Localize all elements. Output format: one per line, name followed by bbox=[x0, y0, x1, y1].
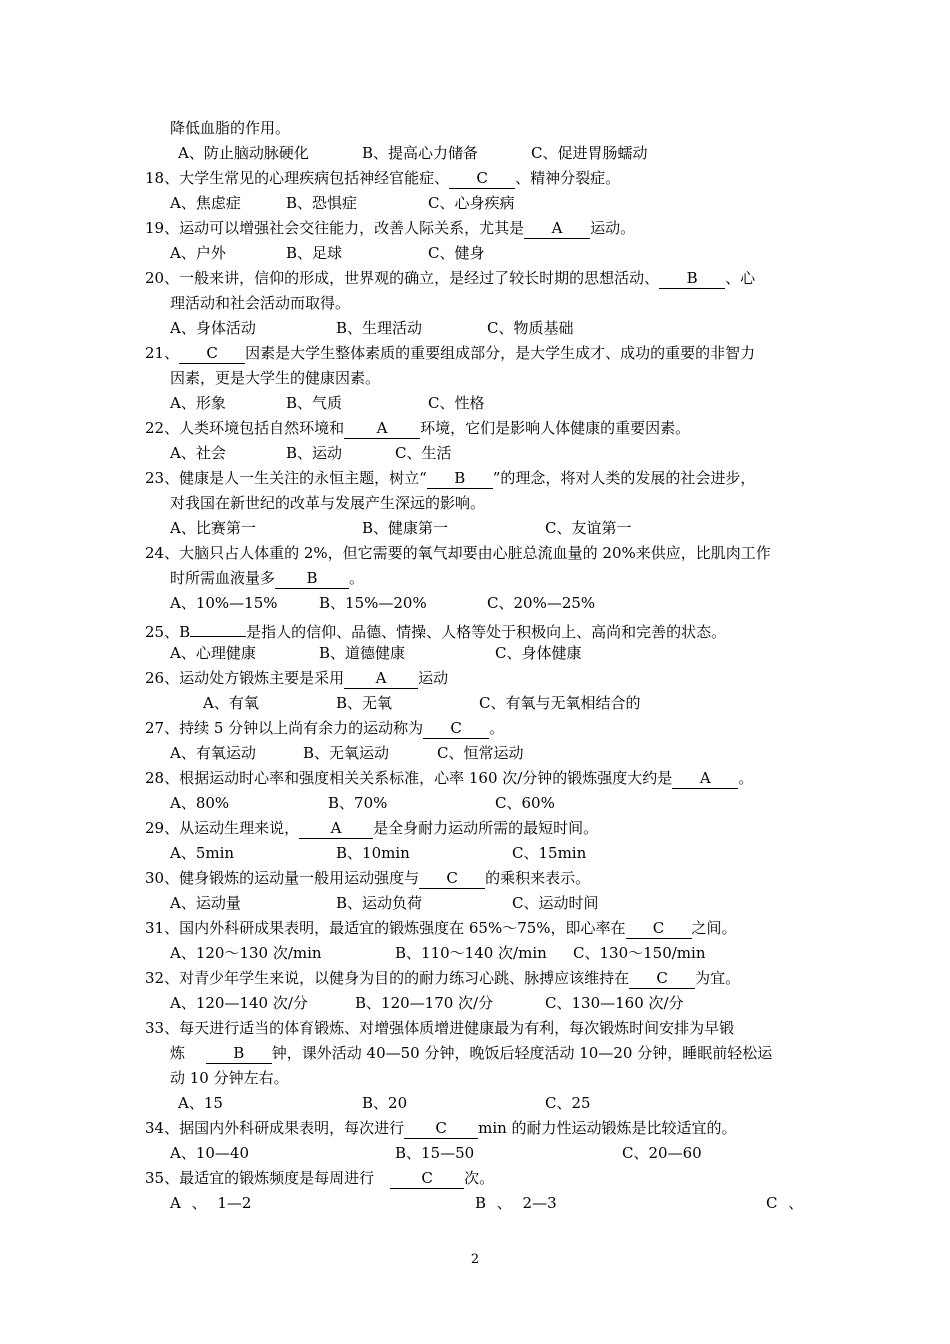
option-a: A、运动量 bbox=[170, 894, 241, 912]
question-text: 19、运动可以增强社会交往能力，改善人际关系，尤其是 bbox=[145, 219, 525, 237]
page-number: 2 bbox=[470, 1252, 480, 1267]
option-b: B、运动负荷 bbox=[336, 894, 423, 912]
question-text: 31、国内外科研成果表明，最适宜的锻炼强度在 65%～75%，即心率在 bbox=[145, 919, 626, 937]
text-line bbox=[170, 368, 380, 388]
option-c: C、15min bbox=[512, 844, 587, 862]
option-b: B、15%—20% bbox=[319, 594, 427, 612]
answer-blank: C bbox=[423, 720, 489, 739]
option-b: B、110～140 次/min bbox=[395, 944, 547, 962]
question-21 bbox=[145, 343, 755, 363]
answer-blank: C bbox=[629, 970, 695, 989]
question-text: 的乘积来表示。 bbox=[485, 869, 591, 887]
option-a: A、120—140 次/分 bbox=[170, 994, 308, 1012]
line-text: 降低血脂的作用。 bbox=[170, 119, 291, 137]
question-text: 运动 bbox=[418, 669, 449, 687]
question-text: 33、每天进行适当的体育锻炼、对增强体质增进健康最为有利，每次锻炼时间安排为早锻 bbox=[145, 1019, 735, 1037]
answer-blank bbox=[190, 618, 246, 637]
option-c: C、25 bbox=[545, 1094, 591, 1112]
question-text: 18、大学生常见的心理疾病包括神经官能症、 bbox=[145, 169, 450, 187]
question-32 bbox=[145, 968, 740, 988]
option-b: B、运动 bbox=[286, 444, 343, 462]
answer-blank: C bbox=[419, 870, 485, 889]
question-text: 炼 bbox=[170, 1044, 190, 1062]
option-c: C、20—60 bbox=[622, 1144, 702, 1162]
question-text: 20、一般来讲，信仰的形成，世界观的确立，是经过了较长时期的思想活动、 bbox=[145, 269, 660, 287]
option-a: A、比赛第一 bbox=[170, 519, 256, 537]
option-c: C、性格 bbox=[428, 394, 485, 412]
question-text: 22、人类环境包括自然环境和 bbox=[145, 419, 345, 437]
answer-blank: C bbox=[390, 1170, 464, 1189]
question-26 bbox=[145, 668, 448, 688]
question-text: min 的耐力性运动锻炼是比较适宜的。 bbox=[478, 1119, 737, 1137]
text-line bbox=[170, 118, 290, 138]
option-a: A、心理健康 bbox=[170, 644, 256, 662]
option-b: B、足球 bbox=[286, 244, 343, 262]
option-a: A、户外 bbox=[170, 244, 226, 262]
question-text: 是全身耐力运动所需的最短时间。 bbox=[373, 819, 599, 837]
option-c: C、生活 bbox=[395, 444, 452, 462]
text-line bbox=[170, 568, 364, 588]
answer-blank: B bbox=[206, 1045, 272, 1064]
question-30 bbox=[145, 868, 590, 888]
question-28 bbox=[145, 768, 753, 788]
text-line bbox=[170, 493, 485, 513]
option-c: C 、 bbox=[766, 1194, 804, 1212]
answer-blank: A bbox=[344, 420, 420, 439]
option-a: A、社会 bbox=[170, 444, 226, 462]
answer-blank: C bbox=[404, 1120, 478, 1139]
question-text: 。 bbox=[738, 769, 754, 787]
question-text: 35、最适宜的锻炼频度是每周进行 bbox=[145, 1169, 375, 1187]
question-29 bbox=[145, 818, 598, 838]
answer-blank: C bbox=[626, 920, 692, 939]
option-c: C、有氧与无氧相结合的 bbox=[479, 694, 641, 712]
question-text: 运动。 bbox=[590, 219, 636, 237]
option-a: A、形象 bbox=[170, 394, 226, 412]
question-text: 为宜。 bbox=[695, 969, 741, 987]
question-text: 30、健身锻炼的运动量一般用运动强度与 bbox=[145, 869, 420, 887]
option-a: A、焦虑症 bbox=[170, 194, 241, 212]
option-a: A、15 bbox=[178, 1094, 223, 1112]
question-35 bbox=[145, 1168, 494, 1188]
option-c: C、物质基础 bbox=[487, 319, 574, 337]
question-25 bbox=[145, 618, 727, 641]
answer-blank: C bbox=[179, 345, 245, 364]
text-line bbox=[170, 293, 350, 313]
option-b: B、120—170 次/分 bbox=[355, 994, 494, 1012]
option-a: A、5min bbox=[170, 844, 235, 862]
text-line bbox=[170, 1043, 772, 1063]
question-text: 26、运动处方锻炼主要是采用 bbox=[145, 669, 345, 687]
line-text: 对我国在新世纪的改革与发展产生深远的影响。 bbox=[170, 494, 486, 512]
line-text: 动 10 分钟左右。 bbox=[170, 1069, 289, 1087]
option-c: C、健身 bbox=[428, 244, 485, 262]
answer-blank: A bbox=[524, 220, 590, 239]
question-27 bbox=[145, 718, 504, 738]
option-b: B、10min bbox=[336, 844, 410, 862]
option-c: C、130～150/min bbox=[573, 944, 706, 962]
option-a: A、120～130 次/min bbox=[170, 944, 322, 962]
question-text: 、精神分裂症。 bbox=[515, 169, 621, 187]
question-text: 之间。 bbox=[691, 919, 737, 937]
option-b: B、无氧运动 bbox=[303, 744, 390, 762]
option-b: B、70% bbox=[328, 794, 388, 812]
question-text: 28、根据运动时心率和强度相关关系标准，心率 160 次/分钟的锻炼强度大约是 bbox=[145, 769, 673, 787]
question-text: 是指人的信仰、品德、情操、人格等处于积极向上、高尚和完善的状态。 bbox=[246, 623, 727, 641]
question-20 bbox=[145, 268, 755, 288]
option-b: B、道德健康 bbox=[319, 644, 406, 662]
option-a: A、防止脑动脉硬化 bbox=[178, 144, 309, 162]
option-c: C、130—160 次/分 bbox=[545, 994, 684, 1012]
question-18 bbox=[145, 168, 620, 188]
line-text: 因素，更是大学生的健康因素。 bbox=[170, 369, 381, 387]
option-a: A、有氧 bbox=[203, 694, 259, 712]
option-a: A、80% bbox=[170, 794, 230, 812]
option-b: B、提高心力储备 bbox=[362, 144, 479, 162]
answer-blank: A bbox=[299, 820, 373, 839]
question-19 bbox=[145, 218, 635, 238]
option-c: C、身体健康 bbox=[495, 644, 582, 662]
option-c: C、20%—25% bbox=[487, 594, 596, 612]
option-c: C、运动时间 bbox=[512, 894, 599, 912]
question-text: 因素是大学生整体素质的重要组成部分，是大学生成才、成功的重要的非智力 bbox=[245, 344, 756, 362]
question-text: 25、B bbox=[145, 623, 191, 641]
question-text: 、心 bbox=[725, 269, 756, 287]
answer-blank: B bbox=[659, 270, 725, 289]
question-31 bbox=[145, 918, 737, 938]
question-text: ”的理念，将对人类的发展的社会进步， bbox=[492, 469, 756, 487]
option-b: B 、 2—3 bbox=[475, 1194, 557, 1212]
option-a: A、有氧运动 bbox=[170, 744, 256, 762]
option-c: C、促进胃肠蠕动 bbox=[531, 144, 648, 162]
question-text: 钟，课外活动 40—50 分钟，晚饭后轻度活动 10—20 分钟，睡眠前轻松运 bbox=[271, 1044, 773, 1062]
option-a: A 、 1—2 bbox=[170, 1194, 252, 1212]
question-text: 时所需血液量多 bbox=[170, 569, 276, 587]
option-c: C、恒常运动 bbox=[437, 744, 524, 762]
question-text: 27、持续 5 分钟以上尚有余力的运动称为 bbox=[145, 719, 424, 737]
question-text: 环境，它们是影响人体健康的重要因素。 bbox=[420, 419, 691, 437]
option-a: A、身体活动 bbox=[170, 319, 256, 337]
option-b: B、气质 bbox=[286, 394, 343, 412]
question-text: 32、对青少年学生来说，以健身为目的的耐力练习心跳、脉搏应该维持在 bbox=[145, 969, 630, 987]
question-24 bbox=[145, 543, 771, 563]
question-33 bbox=[145, 1018, 734, 1038]
option-c: C、心身疾病 bbox=[428, 194, 515, 212]
text-line bbox=[170, 1068, 289, 1088]
option-b: B、生理活动 bbox=[336, 319, 423, 337]
option-b: B、健康第一 bbox=[362, 519, 449, 537]
option-b: B、无氧 bbox=[336, 694, 393, 712]
question-34 bbox=[145, 1118, 737, 1138]
question-22 bbox=[145, 418, 690, 438]
option-c: C、60% bbox=[495, 794, 555, 812]
option-a: A、10%—15% bbox=[170, 594, 278, 612]
answer-blank: A bbox=[344, 670, 418, 689]
answer-blank: C bbox=[449, 170, 515, 189]
question-text: 。 bbox=[349, 569, 365, 587]
answer-blank: B bbox=[427, 470, 493, 489]
question-text: 23、健康是人一生关注的永恒主题，树立“ bbox=[145, 469, 427, 487]
answer-blank: A bbox=[672, 770, 738, 789]
question-text: 。 bbox=[489, 719, 505, 737]
question-text: 34、据国内外科研成果表明，每次进行 bbox=[145, 1119, 405, 1137]
option-c: C、友谊第一 bbox=[545, 519, 632, 537]
option-b: B、15—50 bbox=[395, 1144, 475, 1162]
option-a: A、10—40 bbox=[170, 1144, 250, 1162]
question-23 bbox=[145, 468, 755, 488]
answer-blank: B bbox=[275, 570, 349, 589]
question-text: 21、 bbox=[145, 344, 180, 362]
option-b: B、20 bbox=[362, 1094, 408, 1112]
question-text: 29、从运动生理来说， bbox=[145, 819, 300, 837]
question-text: 24、大脑只占人体重的 2%，但它需要的氧气却要由心脏总流血量的 20%来供应，比肌肉工作 bbox=[145, 544, 771, 562]
question-text: 次。 bbox=[464, 1169, 495, 1187]
line-text: 理活动和社会活动而取得。 bbox=[170, 294, 351, 312]
option-b: B、恐惧症 bbox=[286, 194, 358, 212]
